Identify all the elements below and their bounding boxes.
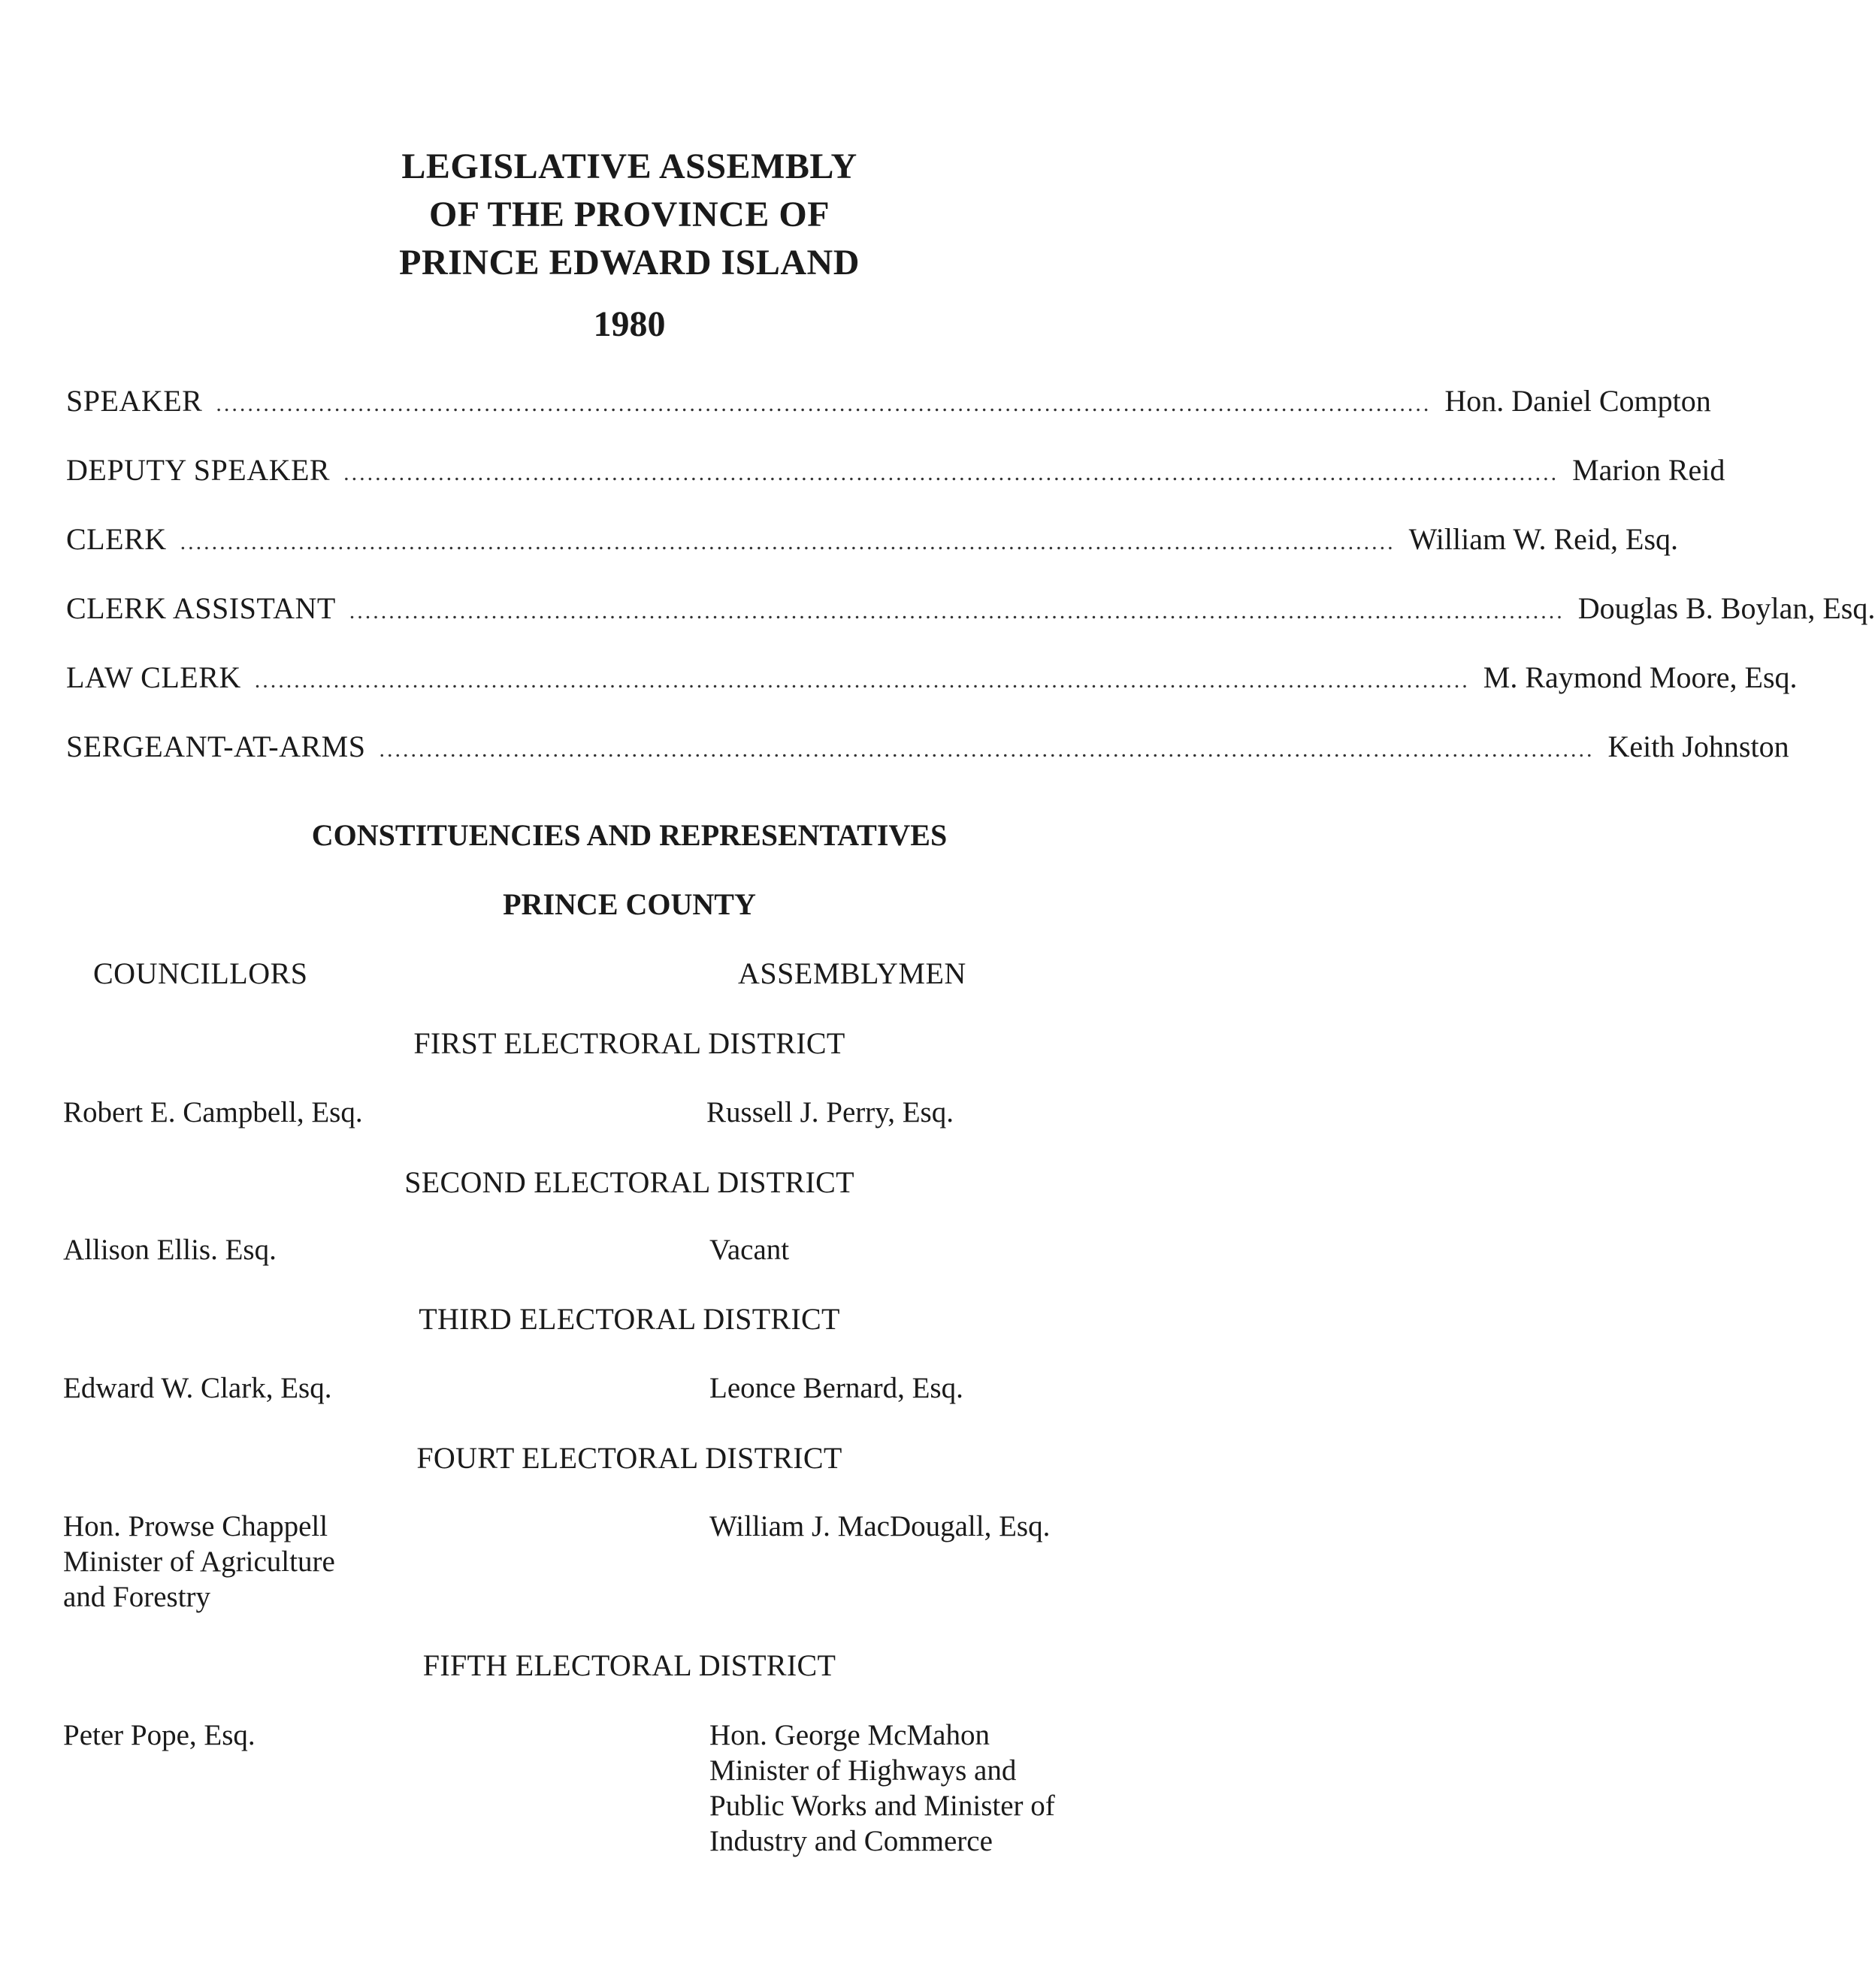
assemblyman-entry — [706, 1095, 954, 1130]
officer-row-law-clerk — [66, 660, 1798, 695]
councillor-line: Hon. Prowse Chappell — [63, 1510, 328, 1542]
district-title: SECOND ELECTORAL DISTRICT — [404, 1165, 854, 1199]
district-title: FIFTH ELECTORAL DISTRICT — [422, 1648, 836, 1682]
officer-role: DEPUTY SPEAKER — [66, 453, 331, 487]
title-line-2: OF THE PROVINCE OF — [428, 195, 830, 234]
title-year: 1980 — [593, 304, 666, 344]
councillor-line: Edward W. Clark, Esq. — [63, 1372, 332, 1404]
councillor-line: Peter Pope, Esq. — [63, 1719, 256, 1751]
officer-name: Douglas B. Boylan, Esq. — [1577, 591, 1875, 625]
assemblyman-line: Hon. George McMahon — [709, 1719, 990, 1751]
councillor-line: Robert E. Campbell, Esq. — [63, 1096, 363, 1128]
councillor-entry — [63, 1095, 363, 1130]
officer-role: SPEAKER — [66, 384, 203, 418]
officer-role: SERGEANT-AT-ARMS — [66, 730, 366, 763]
officer-role: CLERK ASSISTANT — [66, 591, 336, 625]
leader-dots: .......................................................................................................................................................... — [180, 530, 1396, 554]
assemblymen-column-header: ASSEMBLYMEN — [738, 956, 966, 990]
officer-row-sergeant-at-arms — [66, 729, 1789, 764]
title-line-3: PRINCE EDWARD ISLAND — [399, 243, 860, 282]
leader-dots: .......................................................................................................................................................... — [349, 599, 1565, 624]
section-heading: CONSTITUENCIES AND REPRESENTATIVES — [311, 818, 948, 852]
assemblyman-entry — [709, 1509, 1050, 1544]
assemblyman-entry — [709, 1718, 1055, 1859]
title-line-1: LEGISLATIVE ASSEMBLY — [401, 147, 857, 186]
councillor-line: Minister of Agriculture — [63, 1545, 335, 1578]
officer-name: M. Raymond Moore, Esq. — [1483, 660, 1798, 694]
councillor-entry — [63, 1232, 277, 1267]
councillor-entry — [63, 1718, 256, 1753]
councillor-line: Allison Ellis. Esq. — [63, 1234, 277, 1266]
assemblyman-entry — [709, 1232, 789, 1267]
officer-row-deputy-speaker — [66, 452, 1725, 488]
assemblyman-line: Leonce Bernard, Esq. — [709, 1372, 963, 1404]
district-title: FOURT ELECTORAL DISTRICT — [416, 1441, 842, 1475]
officer-row-clerk — [66, 521, 1679, 557]
assemblyman-line: William J. MacDougall, Esq. — [709, 1510, 1051, 1542]
officer-name: Keith Johnston — [1607, 730, 1789, 763]
leader-dots: .......................................................................................................................................................... — [343, 461, 1559, 485]
councillor-line: and Forestry — [63, 1581, 211, 1613]
title-block — [0, 143, 1259, 345]
officer-row-speaker — [66, 383, 1711, 418]
officer-name: Hon. Daniel Compton — [1444, 384, 1711, 418]
assemblyman-line: Russell J. Perry, Esq. — [706, 1096, 954, 1128]
district-title: FIRST ELECTRORAL DISTRICT — [413, 1026, 845, 1060]
assemblyman-entry — [709, 1370, 963, 1406]
assemblyman-line: Industry and Commerce — [709, 1825, 993, 1857]
officer-role: CLERK — [66, 522, 167, 556]
officer-name: Marion Reid — [1572, 453, 1725, 487]
councillors-column-header: COUNCILLORS — [93, 956, 308, 990]
district-title: THIRD ELECTORAL DISTRICT — [419, 1302, 840, 1336]
officer-role: LAW CLERK — [66, 660, 241, 694]
leader-dots: .......................................................................................................................................................... — [254, 668, 1470, 693]
assemblyman-line: Minister of Highways and — [709, 1754, 1017, 1787]
assemblyman-line: Vacant — [709, 1234, 790, 1266]
officer-name: William W. Reid, Esq. — [1408, 522, 1679, 556]
councillor-entry — [63, 1370, 331, 1406]
leader-dots: .......................................................................................................................................................... — [216, 391, 1432, 416]
county-heading: PRINCE COUNTY — [503, 887, 756, 921]
assemblyman-line: Public Works and Minister of — [709, 1790, 1055, 1822]
councillor-entry — [63, 1509, 335, 1615]
leader-dots: .......................................................................................................................................................... — [379, 737, 1595, 762]
officer-row-clerk-assistant — [66, 591, 1875, 626]
